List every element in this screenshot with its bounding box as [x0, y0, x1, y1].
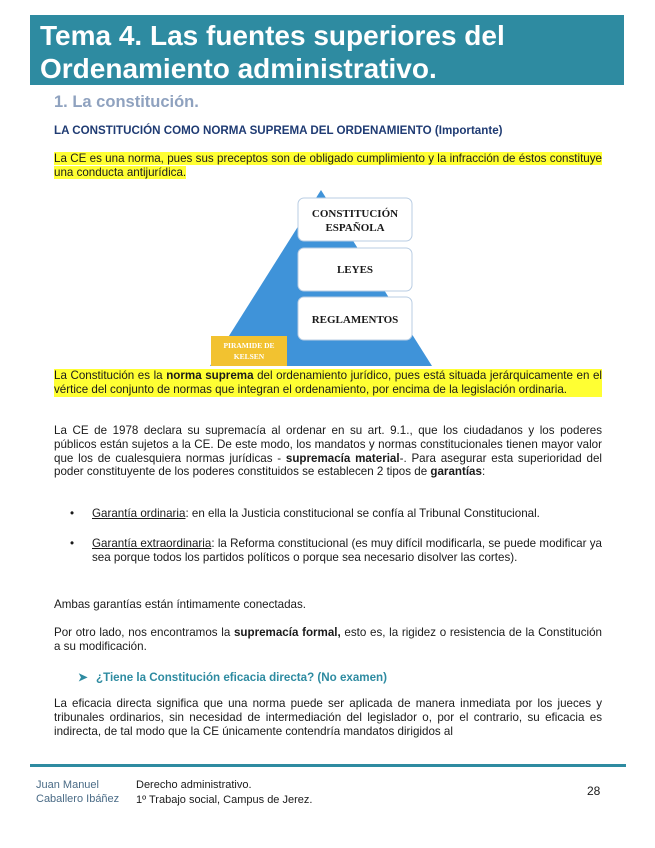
bold-supremacia-material: supremacía material — [285, 451, 400, 465]
list-item-garantia-extraordinaria: • Garantía extraordinaria: la Reforma constitucional (es muy difícil modificarla, se puede modificar ya sea porque todos los partidos políticos o porque sea necesario disolver las cortes). — [70, 537, 602, 564]
pyramid-label-line1: PIRAMIDE DE — [223, 341, 275, 350]
term-garantia-extraordinaria: Garantía extraordinaria — [92, 537, 212, 550]
kelsen-pyramid-diagram — [210, 190, 432, 366]
title-banner — [30, 15, 624, 85]
bold-garantias: garantías — [430, 465, 482, 479]
bold-norma-suprema: norma suprema — [166, 369, 254, 382]
bullet-icon: • — [70, 507, 75, 520]
arrow-right-icon: ➤ — [78, 671, 88, 684]
footer-course-line1: Derecho administrativo. — [136, 779, 252, 791]
subsection-heading: ➤ ¿Tiene la Constitución eficacia directa? (No examen) — [78, 671, 387, 684]
level-constitucion-line2: ESPAÑOLA — [325, 222, 385, 234]
paragraph-supremacia-material: La CE de 1978 declara su supremacía al ordenar en su art. 9.1., que los ciudadanos y los poderes públicos están sujetos a la CE. De este modo, los mandatos y normas constitucionales tienen mayor valor que los de cualesquiera normas jurídicas - supremacía material-. Para asegurar esta superioridad del poder constituyente de los poderes constituidos se establecen 2 tipos de garantías: — [54, 424, 602, 479]
footer-course — [136, 778, 312, 808]
paragraph-supremacia-formal: Por otro lado, nos encontramos la supremacía formal, esto es, la rigidez o resistencia de la Constitución a su modificación. — [54, 626, 602, 653]
level-reglamentos: REGLAMENTOS — [311, 314, 399, 326]
footer-divider — [30, 764, 626, 767]
footer-course-line2: 1º Trabajo social, Campus de Jerez. — [136, 794, 313, 806]
highlighted-text: La CE es una norma, pues sus preceptos son de obligado cumplimiento y la infracción de éstos constituye una conducta antijurídica. — [54, 152, 602, 179]
page-title — [40, 19, 614, 85]
paragraph-ambas-garantias: Ambas garantías están íntimamente conectadas. — [54, 598, 306, 611]
pyramid-label-line2: KELSEN — [233, 352, 265, 361]
term-garantia-ordinaria: Garantía ordinaria — [92, 507, 186, 520]
level-leyes: LEYES — [336, 264, 374, 276]
list-item-garantia-ordinaria: • Garantía ordinaria: en ella la Justicia constitucional se confía al Tribunal Constitucional. — [70, 507, 540, 520]
page-number: 28 — [587, 784, 601, 798]
paragraph-eficacia-directa: La eficacia directa significa que una norma puede ser aplicada de manera inmediata por los jueces y tribunales ordinarios, sin necesidad de intermediación del legislador o, por el contrario, su eficacia es indirecta, de tal modo que la CE únicamente contendría mandatos dirigidos al — [54, 697, 602, 738]
title-line-2: Ordenamiento administrativo. — [40, 53, 437, 84]
level-constitucion-line1: CONSTITUCIÓN — [311, 208, 399, 220]
subheading: LA CONSTITUCIÓN COMO NORMA SUPREMA DEL ORDENAMIENTO (Importante) — [54, 124, 503, 137]
paragraph-ce-norma — [54, 152, 602, 180]
bold-supremacia-formal: supremacía formal, — [233, 626, 341, 639]
paragraph-norma-suprema: La Constitución es la norma suprema del ordenamiento jurídico, pues está situada jerárquicamente en el vértice del conjunto de normas que integran el ordenamiento, por encima de la legislación ordinaria. — [54, 369, 603, 396]
footer-author: Juan Manuel Caballero Ibáñez — [36, 779, 120, 805]
section-title: 1. La constitución. — [54, 93, 199, 111]
title-line-1: Tema 4. Las fuentes superiores del — [40, 20, 505, 51]
bullet-icon: • — [70, 537, 75, 550]
